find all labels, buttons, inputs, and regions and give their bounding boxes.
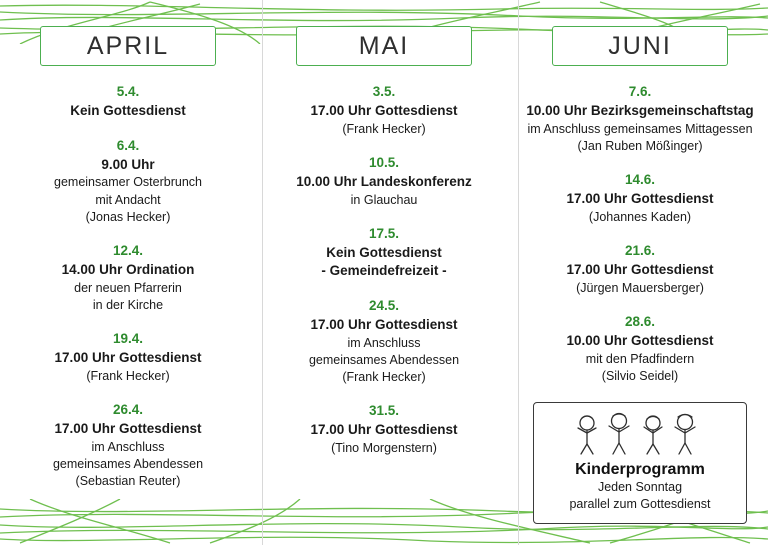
month-heading-juni: JUNI [552,26,728,66]
children-group-icon [565,411,715,457]
event-date: 31.5. [368,403,400,419]
event-line: 14.00 Uhr Ordination [61,262,195,277]
kinderprogramm-subtitle-line2: parallel zum Gottesdienst [569,496,711,511]
event-entry [14,84,242,121]
event-line: im Anschluss [347,335,421,350]
kinderprogramm-title: Kinderprogramm [575,461,705,478]
event-entry [270,155,498,209]
event-entry [526,172,754,226]
event-line: 9.00 Uhr [101,156,155,172]
event-line: gemeinsames Abendessen [308,352,460,367]
event-line: mit den Pfadfindern [585,351,695,366]
month-heading-mai: MAI [296,26,472,66]
event-line: (Silvio Seidel) [601,368,679,383]
event-entry [14,331,242,385]
event-line: 10.00 Uhr Bezirksgemeinschaftstag [526,103,754,118]
event-entry [14,402,242,490]
event-line: 10.00 Uhr Landeskonferenz [296,173,472,189]
month-column-juni [512,26,768,511]
event-date: 14.6. [624,172,656,188]
event-date: 3.5. [372,84,396,99]
event-date: 6.4. [116,137,140,153]
event-line: (Tino Morgenstern) [331,441,437,455]
event-line: 17.00 Uhr Gottesdienst [54,421,202,436]
event-date: 21.6. [624,243,656,258]
event-entry [526,84,754,155]
event-line: (Frank Hecker) [86,368,170,383]
event-date: 28.6. [624,313,656,329]
event-line: im Anschluss gemeinsames Mittagessen [527,121,753,136]
event-date: 7.6. [628,84,652,99]
event-date: 10.5. [368,154,400,170]
event-entry [526,243,754,297]
event-line: in Glauchau [350,192,418,207]
month-column-mai [256,26,512,496]
event-line: in der Kirche [92,297,164,312]
kinderprogramm-box [533,402,747,524]
event-date: 19.4. [112,331,144,347]
event-date: 26.4. [112,402,144,417]
event-line: Kein Gottesdienst [326,244,442,260]
event-line: gemeinsames Abendessen [52,456,204,471]
event-line: mit Andacht [95,192,161,207]
month-columns [0,26,768,511]
event-entry [14,138,242,226]
event-line: (Johannes Kaden) [588,209,692,224]
event-date: 12.4. [112,243,144,258]
event-entry [14,243,242,314]
month-column-april [0,26,256,496]
event-line: 17.00 Uhr Gottesdienst [54,350,202,366]
event-entry [270,298,498,386]
event-line: (Frank Hecker) [342,370,426,385]
event-line: 17.00 Uhr Gottesdienst [566,191,714,207]
kinderprogramm-subtitle-line1: Jeden Sonntag [597,480,683,494]
event-line: 17.00 Uhr Gottesdienst [310,103,458,118]
event-line: 10.00 Uhr Gottesdienst [566,332,714,348]
event-line: (Sebastian Reuter) [75,474,181,489]
event-date: 24.5. [368,298,400,313]
event-line: (Jürgen Mauersberger) [576,280,704,295]
event-line: (Jan Ruben Mößinger) [577,138,703,153]
event-line: (Frank Hecker) [342,121,426,136]
event-line: 17.00 Uhr Gottesdienst [310,317,458,332]
event-entry [270,226,498,281]
event-line: 17.00 Uhr Gottesdienst [566,262,714,277]
event-line: (Jonas Hecker) [85,209,171,224]
event-entry [526,314,754,385]
event-line: - Gemeindefreizeit - [321,263,447,279]
event-date: 5.4. [116,84,140,99]
event-line: 17.00 Uhr Gottesdienst [310,422,458,438]
event-line: der neuen Pfarrerin [74,280,182,295]
event-date: 17.5. [368,225,400,241]
event-line: Kein Gottesdienst [70,103,186,118]
event-line: im Anschluss [91,439,165,454]
event-entry [270,84,498,138]
event-line: gemeinsamer Osterbrunch [54,175,202,190]
event-entry [270,403,498,457]
month-heading-april: APRIL [40,26,216,66]
